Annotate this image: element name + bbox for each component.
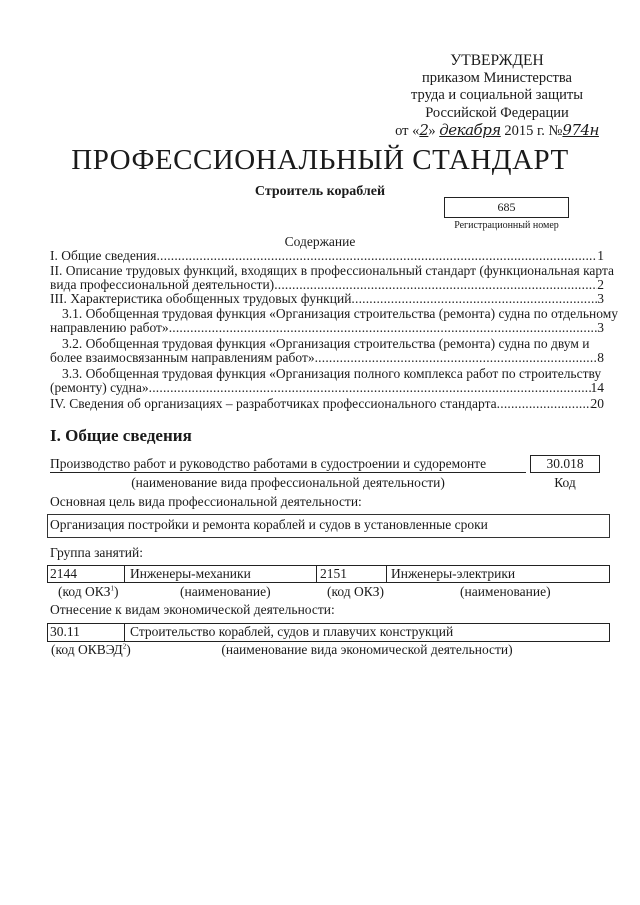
toc-entry-text-line1: II. Описание трудовых функций, входящих в профессиональный стандарт (функциональная карта [50, 263, 615, 278]
approval-heading: УТВЕРЖДЕН [450, 52, 544, 69]
date-month: декабря [439, 121, 501, 139]
toc-heading: Содержание [284, 234, 356, 249]
toc-entry-text-line2: (ремонту) судна» [50, 380, 149, 395]
approval-date-line [392, 122, 602, 141]
okved-name: Строительство кораблей, судов и плавучих конструкций [130, 624, 454, 639]
document-title: ПРОФЕССИОНАЛЬНЫЙ СТАНДАРТ [71, 144, 569, 176]
activity-code: 30.018 [546, 456, 584, 471]
toc-entry-text-line1: 3.1. Обобщенная трудовая функция «Организация строительства (ремонта) судна по отдельному [62, 306, 619, 321]
toc-entry-text-line2: более взаимосвязанным направлениям работ» [50, 350, 315, 365]
goal-label: Основная цель вида профессиональной деятельности: [50, 494, 362, 509]
toc-entry-3-1[interactable] [50, 306, 619, 335]
occupation-name-2: Инженеры-электрики [391, 566, 516, 581]
occupation-label: Группа занятий: [50, 545, 143, 560]
toc-entry-1[interactable] [50, 249, 604, 263]
registration-number-caption: Регистрационный номер [454, 220, 559, 231]
toc-entry-text-line1: 3.3. Обобщенная трудовая функция «Организация полного комплекса работ по строительству [62, 366, 602, 381]
toc-page-number: 14 [590, 380, 604, 395]
toc-entry-text-line2: вида профессиональной деятельности) [50, 277, 275, 292]
toc-entry-3-2[interactable] [50, 336, 604, 365]
date-prefix: от « [395, 123, 420, 139]
approval-line-3: Российской Федерации [425, 104, 569, 121]
occupation-code-1: 2144 [50, 566, 77, 581]
occupation-code-2: 2151 [320, 566, 347, 581]
toc-entry-text: III. Характеристика обобщенных трудовых функций [50, 291, 352, 306]
toc-entry-text: I. Общие сведения [50, 248, 157, 263]
goal-text: Организация постройки и ремонта кораблей и судов в установленные сроки [50, 517, 488, 532]
okz-caption-1: (код ОКЗ$^1$) [58, 584, 119, 599]
name-caption-1: (наименование) [180, 584, 271, 599]
section-heading: I. Общие сведения [50, 426, 192, 445]
occupation-name-1: Инженеры-механики [130, 566, 251, 581]
approval-line-1: приказом Министерства [422, 69, 572, 86]
toc-entry-3-3[interactable] [50, 366, 604, 395]
standard-name: Строитель кораблей [254, 184, 386, 199]
toc-page-number: 2 [597, 277, 604, 292]
okz-caption-2: (код ОКЗ) [327, 584, 384, 599]
approval-block [392, 52, 602, 141]
activity-name: Производство работ и руководство работами в судостроении и судоремонте [50, 456, 487, 471]
okved-caption: (код ОКВЭД$^2$) [51, 642, 131, 657]
approval-line-2: труда и социальной защиты [411, 87, 583, 103]
okved-code: 30.11 [50, 624, 80, 639]
toc-page-number: 3 [597, 291, 604, 306]
date-day: 2 [419, 121, 429, 139]
toc-page-number: 1 [597, 248, 604, 263]
toc-entry-4[interactable] [50, 397, 604, 411]
okved-name-caption: (наименование вида экономической деятельности) [221, 642, 513, 657]
toc-entry-3[interactable] [50, 292, 604, 306]
toc-page-number: 8 [597, 350, 604, 365]
activity-name-caption: (наименование вида профессиональной деятельности) [131, 475, 445, 490]
toc-page-number: 3 [597, 320, 604, 335]
date-mid: » [428, 123, 436, 139]
date-year: 2015 г. № [504, 123, 563, 139]
econ-activity-label: Отнесение к видам экономической деятельности: [50, 602, 335, 617]
toc-entry-text-line2: направлению работ» [50, 320, 169, 335]
registration-number-box: 685 [444, 197, 569, 218]
toc-page-number: 20 [590, 396, 604, 411]
activity-name-underline [50, 472, 526, 473]
toc-entry-text-line1: 3.2. Обобщенная трудовая функция «Организация строительства (ремонта) судна по двум и [62, 336, 590, 351]
activity-code-caption: Код [554, 475, 576, 490]
name-caption-2: (наименование) [460, 584, 551, 599]
order-number: 974н [562, 121, 599, 139]
toc-entry-2[interactable] [50, 263, 615, 292]
toc-entry-text: IV. Сведения об организациях – разработчиках профессионального стандарта [50, 396, 497, 411]
